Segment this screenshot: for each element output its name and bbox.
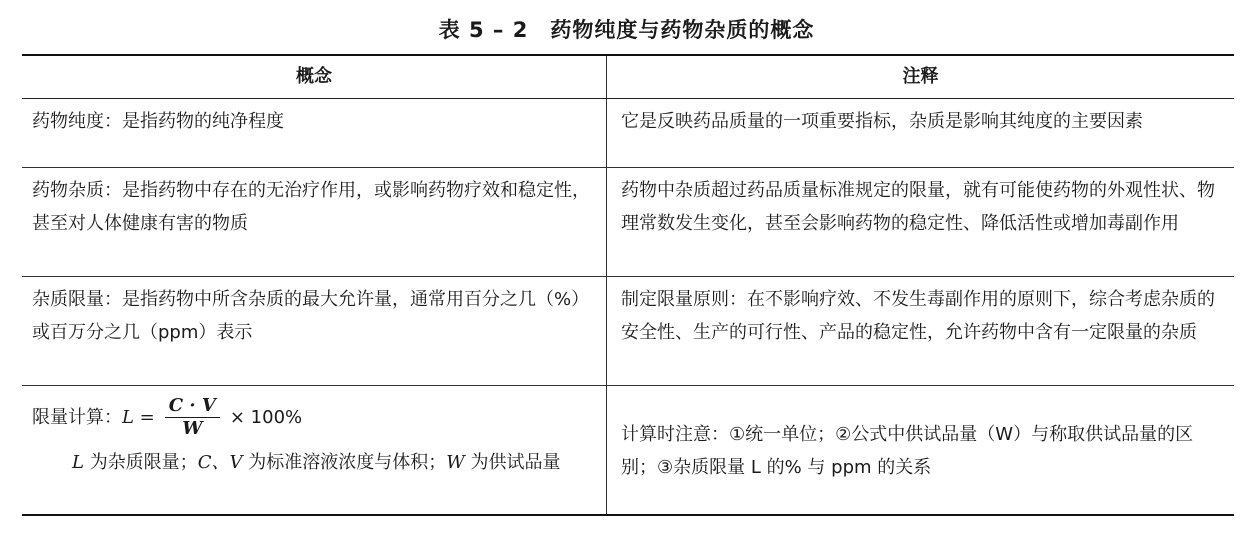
formula-rhs: × 100% — [229, 406, 303, 428]
concept-cell: 杂质限量：是指药物中所含杂质的最大允许量，通常用百分之几（%）或百万分之几（ppm）表示 — [22, 277, 607, 386]
table-row — [22, 99, 1234, 168]
header-concept: 概念 — [22, 55, 607, 99]
note-cell: 它是反映药品质量的一项重要指标，杂质是影响其纯度的主要因素 — [607, 99, 1235, 168]
table-row — [22, 277, 1234, 386]
concept-table — [22, 54, 1234, 516]
formula-label: 限量计算： — [32, 406, 122, 428]
var-L: L — [72, 452, 84, 473]
formula-numerator: C · V — [165, 395, 220, 418]
formula-fraction — [165, 395, 220, 440]
table-row — [22, 386, 1234, 516]
formula-description — [32, 446, 596, 479]
formula-cell — [22, 386, 607, 516]
desc-text-3: 为供试品量 — [470, 452, 561, 473]
limit-formula — [32, 392, 596, 442]
concept-cell: 药物纯度：是指药物的纯净程度 — [22, 99, 607, 168]
note-cell: 药物中杂质超过药品质量标准规定的限量，就有可能使药物的外观性状、物理常数发生变化，甚至会影响药物的稳定性、降低活性或增加毒副作用 — [607, 168, 1235, 277]
table-header-row — [22, 55, 1234, 99]
formula-denominator: W — [182, 417, 203, 439]
var-W: W — [446, 452, 465, 473]
desc-text-2: 为标准溶液浓度与体积； — [248, 452, 447, 473]
formula-lhs: L = — [122, 406, 155, 428]
formula-note: 计算时注意：①统一单位；②公式中供试品量（W）与称取供试品量的区别；③杂质限量 L 的% 与 ppm 的关系 — [621, 424, 1194, 478]
table-caption — [0, 14, 1253, 44]
table-title: 药物纯度与药物杂质的概念 — [550, 18, 815, 42]
concept-cell: 药物杂质：是指药物中存在的无治疗作用，或影响药物疗效和稳定性，甚至对人体健康有害的物质 — [22, 168, 607, 277]
var-CV: C、V — [197, 452, 243, 473]
note-cell: 制定限量原则：在不影响疗效、不发生毒副作用的原则下，综合考虑杂质的安全性、生产的可行性、产品的稳定性，允许药物中含有一定限量的杂质 — [607, 277, 1235, 386]
desc-text-1: 为杂质限量； — [89, 452, 198, 473]
header-note: 注释 — [607, 55, 1235, 99]
note-cell — [607, 386, 1235, 516]
table-row — [22, 168, 1234, 277]
table-number: 表 5 – 2 — [438, 18, 529, 42]
